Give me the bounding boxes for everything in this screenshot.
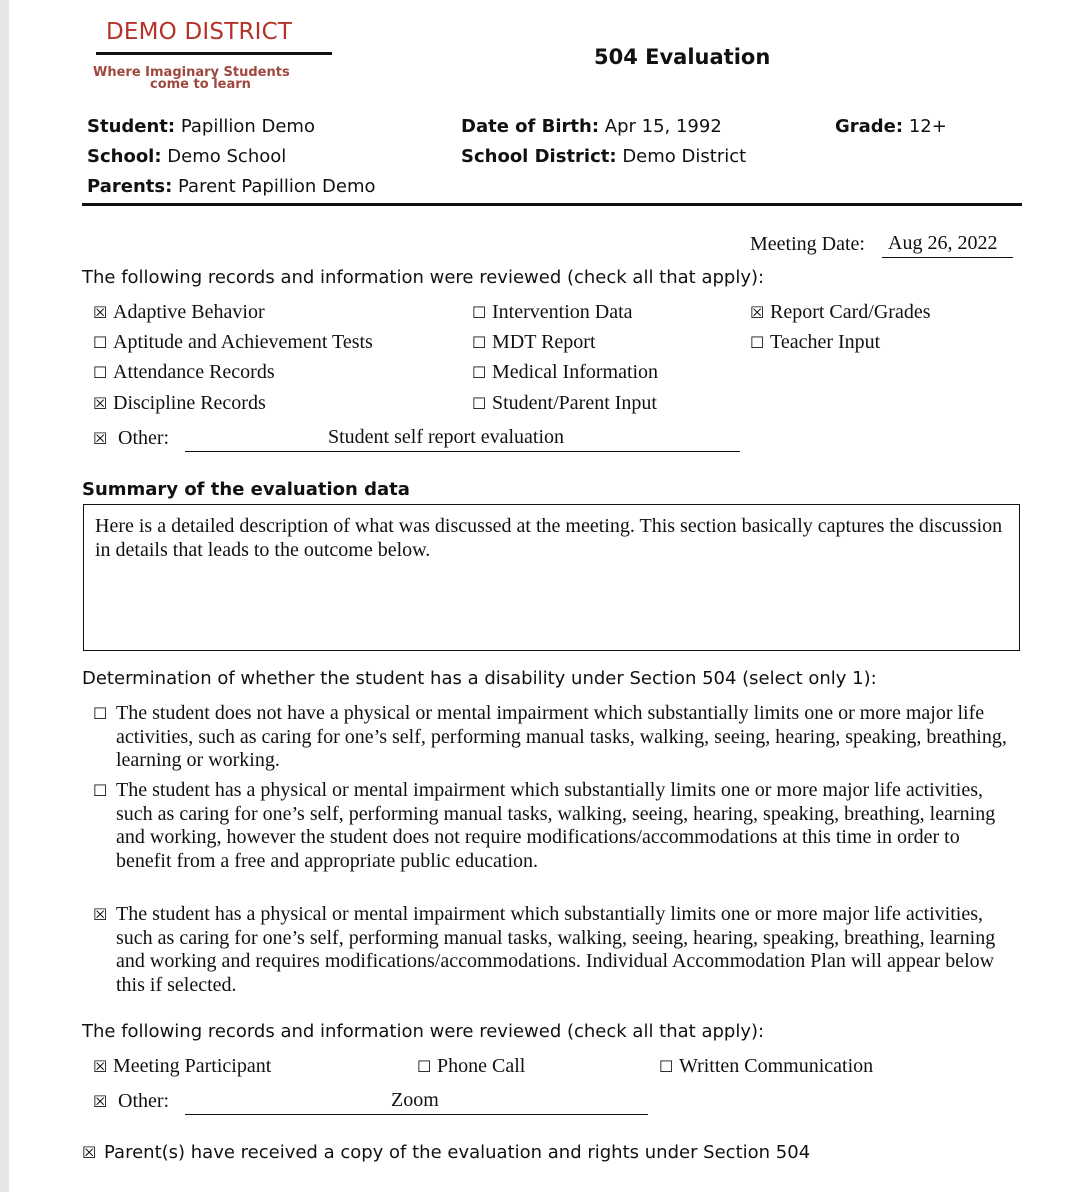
summary-heading: Summary of the evaluation data: [82, 479, 410, 500]
checkbox-empty-icon[interactable]: ☐: [472, 333, 487, 352]
document-page: [9, 0, 1092, 1192]
determination-option-text: The student has a physical or mental impairment which substantially limits one or more major life activities, such as caring for one’s self, performing manual tasks, walking, seeing, hearing, speaking, breathing, learning and working, however the student does not require modifications/accommodations at this time in order to benefit from a free and appropriate public education.: [116, 779, 996, 872]
records-item-label: Adaptive Behavior: [113, 301, 265, 323]
records-item-adaptive-behavior[interactable]: [93, 301, 265, 324]
records-item-student-parent-input[interactable]: [472, 392, 657, 415]
checkbox-empty-icon[interactable]: ☐: [472, 303, 487, 322]
checkbox-empty-icon[interactable]: ☐: [93, 704, 108, 723]
checkbox-checked-icon[interactable]: ☒: [93, 1057, 108, 1076]
grade-label: Grade:: [835, 116, 904, 137]
dob-value: Apr 15, 1992: [604, 116, 722, 137]
checkbox-empty-icon[interactable]: ☐: [93, 781, 108, 800]
checkbox-empty-icon[interactable]: ☐: [750, 333, 765, 352]
determination-option-text: The student does not have a physical or mental impairment which substantially limits one or more major life activities, such as caring for one’s self, performing manual tasks, walking, seeing, hearing, speaking, breathing, learning or working.: [116, 702, 1007, 771]
records-item-medical[interactable]: [472, 361, 658, 384]
participation-item-label: Phone Call: [437, 1055, 526, 1077]
parents-field: [87, 176, 376, 197]
other-participation-value[interactable]: Zoom: [391, 1089, 439, 1111]
student-label: Student:: [87, 116, 176, 137]
records-item-label: Teacher Input: [770, 331, 881, 353]
participation-item-other[interactable]: [93, 1090, 169, 1113]
student-value: Papillion Demo: [180, 116, 315, 137]
checkbox-empty-icon[interactable]: ☐: [659, 1057, 674, 1076]
checkbox-checked-icon[interactable]: ☒: [93, 394, 108, 413]
participation-heading: The following records and information were reviewed (check all that apply):: [82, 1021, 765, 1042]
other-label: Other:: [118, 1090, 170, 1112]
logo-tagline-line-2: come to learn: [150, 77, 251, 92]
determination-heading: Determination of whether the student has a disability under Section 504 (select only 1):: [82, 668, 877, 689]
rights-acknowledgement[interactable]: [82, 1142, 810, 1163]
meeting-date-label: Meeting Date:: [750, 233, 865, 255]
checkbox-checked-icon[interactable]: ☒: [93, 303, 108, 322]
school-field: [87, 146, 286, 167]
student-field: [87, 116, 315, 137]
parents-label: Parents:: [87, 176, 173, 197]
checkbox-empty-icon[interactable]: ☐: [472, 363, 487, 382]
participation-item-label: Meeting Participant: [113, 1055, 272, 1077]
participation-item-meeting[interactable]: [93, 1055, 271, 1078]
grade-field: [835, 116, 947, 137]
records-item-mdt-report[interactable]: [472, 331, 596, 354]
meeting-date-value[interactable]: Aug 26, 2022: [888, 232, 998, 254]
checkbox-checked-icon[interactable]: ☒: [750, 303, 765, 322]
records-item-label: Medical Information: [492, 361, 659, 383]
records-item-label: Report Card/Grades: [770, 301, 931, 323]
checkbox-checked-icon[interactable]: ☒: [93, 1092, 108, 1111]
summary-text-box[interactable]: Here is a detailed description of what was discussed at the meeting. This section basically captures the discussion in details that leads to the outcome below.: [83, 504, 1020, 651]
school-value: Demo School: [167, 146, 287, 167]
district-value: Demo District: [622, 146, 747, 167]
school-label: School:: [87, 146, 162, 167]
records-item-aptitude-tests[interactable]: [93, 331, 373, 354]
records-item-teacher-input[interactable]: [750, 331, 880, 354]
records-item-label: Student/Parent Input: [492, 392, 657, 414]
document-title: 504 Evaluation: [594, 45, 771, 69]
records-item-intervention[interactable]: [472, 301, 633, 324]
district-logo-name: DEMO DISTRICT: [106, 19, 293, 45]
rights-text: Parent(s) have received a copy of the evaluation and rights under Section 504: [104, 1142, 811, 1163]
participation-item-written[interactable]: [659, 1055, 873, 1078]
checkbox-checked-icon[interactable]: ☒: [93, 905, 108, 924]
logo-underline: [96, 52, 332, 55]
other-records-underline: [185, 451, 740, 452]
determination-option-text: The student has a physical or mental impairment which substantially limits one or more major life activities, such as caring for one’s self, performing manual tasks, walking, seeing, hearing, speaking, breathing, learning and working and requires modifications/accommodations. Individual Accommodation Plan will appear below this if selected.: [116, 903, 996, 996]
header-divider: [82, 203, 1022, 206]
checkbox-checked-icon[interactable]: ☒: [82, 1143, 97, 1162]
parents-value: Parent Papillion Demo: [178, 176, 376, 197]
checkbox-empty-icon[interactable]: ☐: [93, 333, 108, 352]
other-participation-underline: [185, 1114, 648, 1115]
checkbox-empty-icon[interactable]: ☐: [93, 363, 108, 382]
records-item-label: Intervention Data: [492, 301, 633, 323]
district-label: School District:: [461, 146, 617, 167]
records-item-label: MDT Report: [492, 331, 596, 353]
records-heading: The following records and information were reviewed (check all that apply):: [82, 267, 765, 288]
dob-label: Date of Birth:: [461, 116, 600, 137]
other-label: Other:: [118, 427, 170, 449]
records-item-label: Attendance Records: [113, 361, 275, 383]
other-records-value[interactable]: Student self report evaluation: [328, 426, 565, 448]
meeting-date-underline: [882, 257, 1013, 258]
records-item-attendance[interactable]: [93, 361, 275, 384]
checkbox-checked-icon[interactable]: ☒: [93, 429, 108, 448]
checkbox-empty-icon[interactable]: ☐: [472, 394, 487, 413]
records-item-label: Aptitude and Achievement Tests: [113, 331, 373, 353]
records-item-other[interactable]: [93, 427, 169, 450]
records-item-report-card[interactable]: [750, 301, 931, 324]
records-item-label: Discipline Records: [113, 392, 266, 414]
participation-item-phone[interactable]: [417, 1055, 525, 1078]
grade-value: 12+: [908, 116, 947, 137]
district-field: [461, 146, 746, 167]
logo-tagline-line-1: Where Imaginary Students: [93, 65, 290, 80]
records-item-discipline[interactable]: [93, 392, 266, 415]
dob-field: [461, 116, 722, 137]
participation-item-label: Written Communication: [679, 1055, 874, 1077]
checkbox-empty-icon[interactable]: ☐: [417, 1057, 432, 1076]
